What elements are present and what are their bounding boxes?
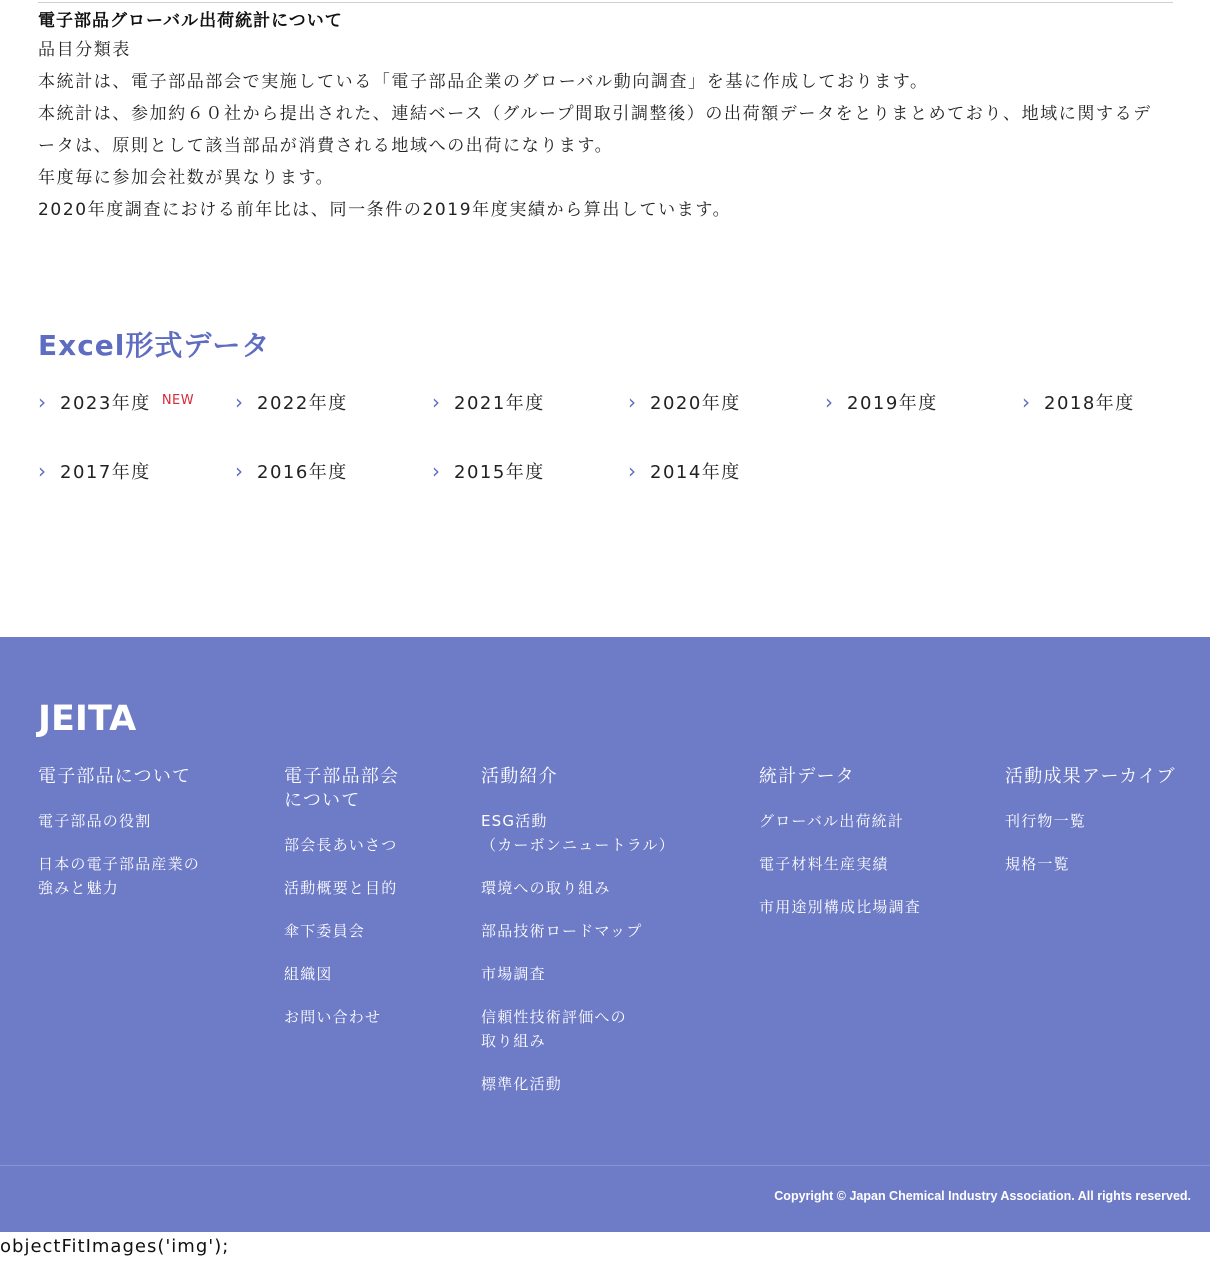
footer-col-heading[interactable]: 統計データ [759,766,855,787]
year-link-2022[interactable] [235,384,348,420]
chevron-right-icon: › [825,390,835,414]
year-label: 2018年度 [1044,393,1135,414]
footer-col-heading[interactable]: 活動紹介 [481,766,558,787]
year-link-2016[interactable] [235,453,348,489]
info-line-source: 本統計は、電子部品部会で実施している「電子部品企業のグローバル動向調査」を基に作成しております。 [38,72,929,92]
footer-link[interactable]: 活動概要と目的 [284,879,398,897]
footer-col-archive [1005,765,1195,895]
year-link-2020[interactable] [628,384,741,420]
chevron-right-icon: › [235,459,245,483]
footer-link[interactable]: 市場調査 [481,965,546,983]
footer-col-heading[interactable]: 電子部品について [38,766,192,787]
footer-link[interactable]: グローバル出荷統計 [759,812,905,830]
top-divider [38,2,1173,3]
year-link-2014[interactable] [628,453,741,489]
year-link-2015[interactable] [432,453,545,489]
year-label: 2021年度 [454,393,545,414]
footer-col-about-division [284,765,454,1048]
info-line-comparison: 2020年度調査における前年比は、同一条件の2019年度実績から算出しています。 [38,200,732,220]
chevron-right-icon: › [1022,390,1032,414]
footer-col-statistics [759,765,959,938]
footer-link[interactable]: 規格一覧 [1005,855,1070,873]
year-label: 2016年度 [257,462,348,483]
info-line-scope: 本統計は、参加約６０社から提出された、連結ベース（グループ間取引調整後）の出荷額データをとりまとめており、地域に関するデータは、原則として該当部品が消費される地域への出荷になります。 [38,104,1152,156]
info-line-classification: 品目分類表 [38,40,131,60]
footer-link[interactable]: 刊行物一覧 [1005,812,1087,830]
statistics-info [38,8,1178,226]
chevron-right-icon: › [432,459,442,483]
chevron-right-icon: › [432,390,442,414]
excel-data-heading: Excel形式データ [38,329,271,362]
year-link-2017[interactable] [38,453,151,489]
chevron-right-icon: › [628,459,638,483]
year-link-2023[interactable] [38,384,194,420]
footer-link[interactable]: 電子部品の役割 [38,812,152,830]
year-label: 2023年度 [60,393,151,414]
footer-divider [0,1165,1210,1166]
chevron-right-icon: › [38,459,48,483]
year-row-1 [38,384,1210,453]
footer-link[interactable]: 標準化活動 [481,1075,563,1093]
footer-link[interactable]: 市用途別構成比場調査 [759,898,922,916]
year-row-2 [38,453,1210,522]
footer-link[interactable]: お問い合わせ [284,1008,382,1026]
footer-col-activities [481,765,731,1115]
footer-link[interactable]: 電子材料生産実績 [759,855,889,873]
footer-col-about-components [38,765,238,919]
footer-col-heading[interactable]: 電子部品部会 について [284,766,400,811]
year-label: 2015年度 [454,462,545,483]
year-label: 2019年度 [847,393,938,414]
year-link-2021[interactable] [432,384,545,420]
year-label: 2014年度 [650,462,741,483]
info-line-participants: 年度毎に参加会社数が異なります。 [38,168,335,188]
site-footer [0,637,1210,1232]
excel-year-links [38,384,1210,522]
footer-link[interactable]: 日本の電子部品産業の 強みと魅力 [38,855,201,897]
footer-link[interactable]: 部会長あいさつ [284,836,398,854]
raw-script-text: objectFitImages('img'); [0,1236,230,1257]
year-label: 2020年度 [650,393,741,414]
year-label: 2022年度 [257,393,348,414]
footer-link[interactable]: 部品技術ロードマップ [481,922,643,940]
footer-col-heading[interactable]: 活動成果アーカイブ [1005,766,1176,787]
footer-link[interactable]: ESG活動 （カーボンニュートラル） [481,812,675,854]
chevron-right-icon: › [38,390,48,414]
chevron-right-icon: › [628,390,638,414]
footer-link[interactable]: 信頼性技術評価への 取り組み [481,1008,627,1050]
year-link-2018[interactable] [1022,384,1135,420]
copyright-text: Copyright © Japan Chemical Industry Association. All rights reserved. [774,1189,1191,1203]
footer-link[interactable]: 傘下委員会 [284,922,366,940]
info-title: 電子部品グローバル出荷統計について [38,11,343,31]
year-label: 2017年度 [60,462,151,483]
chevron-right-icon: › [235,390,245,414]
footer-link[interactable]: 組織図 [284,965,333,983]
new-badge: NEW [161,392,195,408]
jeita-logo[interactable]: JEITA [38,699,137,739]
footer-link[interactable]: 環境への取り組み [481,879,611,897]
year-link-2019[interactable] [825,384,938,420]
